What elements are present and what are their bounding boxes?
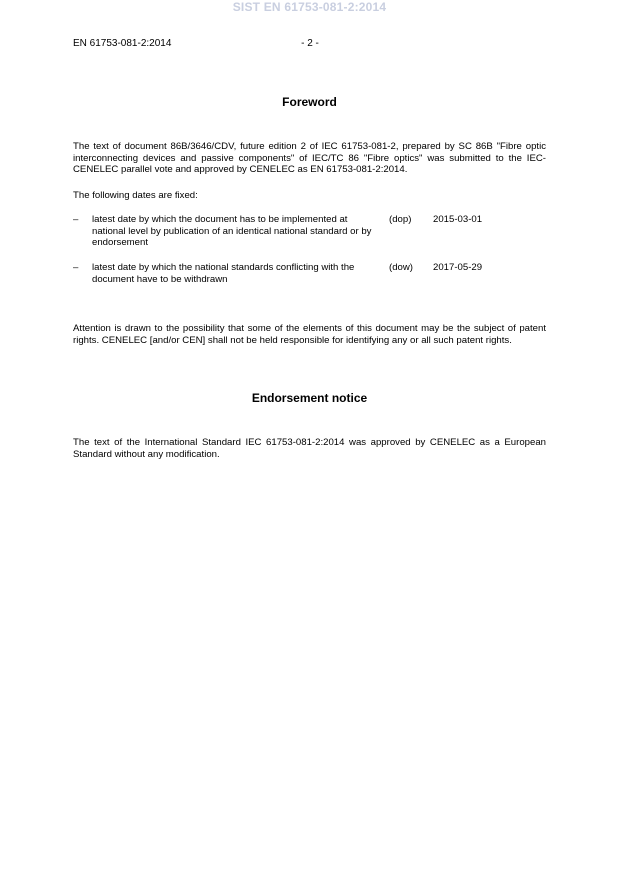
header-document-id: EN 61753-081-2:2014 (73, 38, 172, 49)
date-item-value: 2015-03-01 (433, 214, 483, 225)
list-bullet: – (73, 214, 79, 225)
watermark-text: SIST EN 61753-081-2:2014 (232, 0, 387, 14)
date-item-abbreviation: (dop) (389, 214, 412, 225)
endorsement-paragraph: The text of the International Standard IEC 61753-081-2:2014 was approved by CENELEC as a European Standard without any modification. (73, 437, 546, 460)
date-item-value: 2017-05-29 (433, 262, 483, 273)
foreword-paragraph: The text of document 86B/3646/CDV, future edition 2 of IEC 61753-081-2, prepared by SC 86B "Fibre optic interconnecting devices and passive components" of IEC/TC 86 "Fibre optics" was submitted to the IEC-CENELEC parallel vote and approved by CENELEC as EN 61753-081-2:2014. (73, 141, 546, 176)
patent-attention-paragraph: Attention is drawn to the possibility that some of the elements of this document may be the subject of patent rights. CENELEC [and/or CEN] shall not be held responsible for identifying any or all such patent rights. (73, 323, 546, 346)
date-item-dop (73, 214, 546, 250)
foreword-title: Foreword (282, 95, 337, 109)
date-item-dow (73, 262, 546, 286)
endorsement-title: Endorsement notice (251, 391, 368, 405)
list-bullet: – (73, 262, 79, 273)
date-item-abbreviation: (dow) (389, 262, 413, 273)
date-item-description: latest date by which the national standards conflicting with the document have to be withdrawn (92, 262, 355, 285)
dates-intro: The following dates are fixed: (73, 190, 198, 201)
date-item-description: latest date by which the document has to be implemented at national level by publication of an identical national standard or by endorsement (92, 214, 372, 249)
header-page-number: - 2 - (301, 38, 319, 49)
